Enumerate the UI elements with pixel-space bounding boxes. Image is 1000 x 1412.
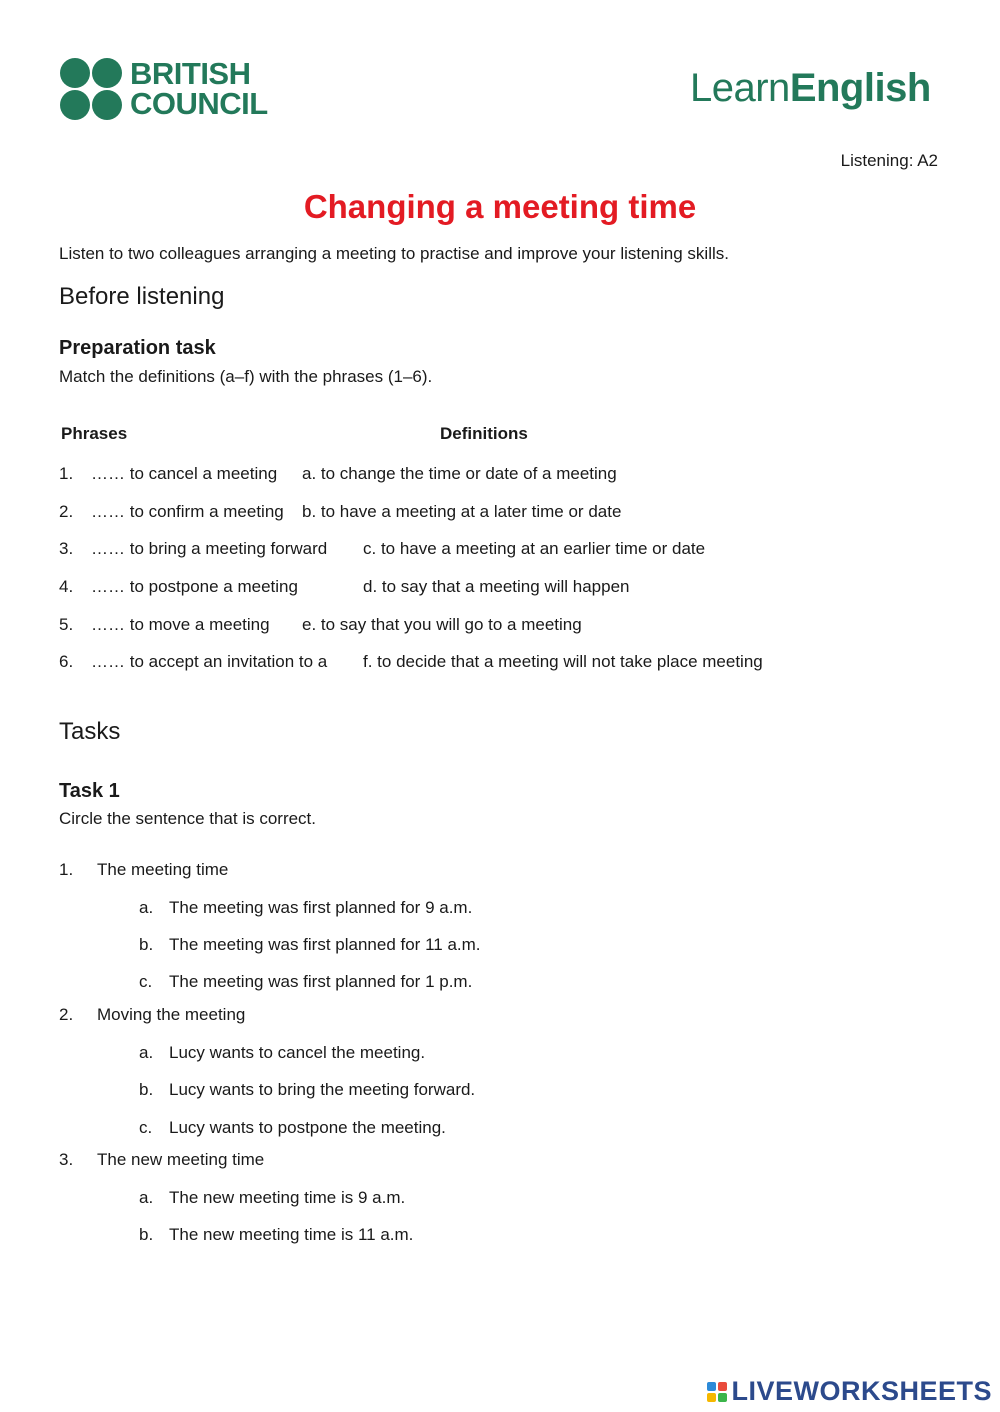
option-text: Lucy wants to cancel the meeting.: [169, 1043, 426, 1062]
definitions-column-header: Definitions: [440, 424, 528, 443]
british-council-wordmark: BRITISH COUNCIL: [130, 56, 268, 121]
option-letter: c.: [139, 972, 153, 991]
question-number: 2.: [59, 1005, 74, 1024]
option-letter: b.: [139, 935, 154, 954]
option-letter: c.: [139, 1118, 153, 1137]
phrase-text: …… to cancel a meeting: [91, 464, 278, 483]
definition-item: d. to say that a meeting will happen: [363, 577, 630, 596]
option-text: Lucy wants to bring the meeting forward.: [169, 1080, 476, 1099]
phrase-number: 1.: [59, 464, 74, 483]
level-label: Listening: A2: [840, 151, 938, 170]
phrase-number: 3.: [59, 539, 74, 558]
before-listening-heading: Before listening: [59, 283, 225, 310]
question-number: 3.: [59, 1150, 74, 1169]
definition-item: f. to decide that a meeting will not take place meeting: [363, 652, 763, 671]
phrase-text: …… to confirm a meeting: [91, 502, 284, 521]
option-letter: a.: [139, 898, 154, 917]
tasks-heading: Tasks: [59, 718, 121, 745]
liveworksheets-wordmark: LIVEWORKSHEETS: [731, 1376, 992, 1406]
definition-item: c. to have a meeting at an earlier time or date: [363, 539, 706, 558]
option-text: The meeting was first planned for 9 a.m.: [169, 898, 473, 917]
phrase-number: 6.: [59, 652, 74, 671]
question-number: 1.: [59, 860, 74, 879]
liveworksheets-logo: [707, 1376, 992, 1407]
page-title: Changing a meeting time: [303, 188, 697, 225]
option-letter: b.: [139, 1080, 154, 1099]
option-text: The meeting was first planned for 1 p.m.: [169, 972, 473, 991]
definition-item: a. to change the time or date of a meeting: [302, 464, 617, 483]
task1-heading: Task 1: [59, 780, 120, 802]
option-text: The meeting was first planned for 11 a.m.: [169, 935, 481, 954]
phrase-text: …… to postpone a meeting: [91, 577, 298, 596]
option-letter: b.: [139, 1225, 154, 1244]
intro-text: Listen to two colleagues arranging a meeting to practise and improve your listening skills.: [59, 244, 729, 263]
phrase-number: 4.: [59, 577, 74, 596]
question-text: The new meeting time: [97, 1150, 265, 1169]
preparation-instruction: Match the definitions (a–f) with the phrases (1–6).: [59, 367, 433, 386]
option-text: The new meeting time is 11 a.m.: [169, 1225, 414, 1244]
preparation-task-heading: Preparation task: [59, 337, 216, 359]
option-text: Lucy wants to postpone the meeting.: [169, 1118, 446, 1137]
phrases-column-header: Phrases: [61, 424, 128, 443]
question-text: The meeting time: [97, 860, 229, 879]
phrase-number: 2.: [59, 502, 74, 521]
phrase-text: …… to move a meeting: [91, 615, 270, 634]
option-text: The new meeting time is 9 a.m.: [169, 1188, 406, 1207]
british-council-dots-icon: [60, 58, 122, 120]
phrase-text: …… to accept an invitation to a: [91, 652, 328, 671]
definition-item: e. to say that you will go to a meeting: [302, 615, 582, 634]
phrase-number: 5.: [59, 615, 74, 634]
option-letter: a.: [139, 1188, 154, 1207]
option-letter: a.: [139, 1043, 154, 1062]
liveworksheets-icon: [707, 1382, 727, 1402]
question-text: Moving the meeting: [97, 1005, 246, 1024]
task1-instruction: Circle the sentence that is correct.: [59, 809, 317, 828]
british-council-logo: [60, 58, 268, 120]
phrase-text: …… to bring a meeting forward: [91, 539, 328, 558]
learnenglish-logo: LearnEnglish: [690, 66, 931, 110]
definition-item: b. to have a meeting at a later time or date: [302, 502, 622, 521]
